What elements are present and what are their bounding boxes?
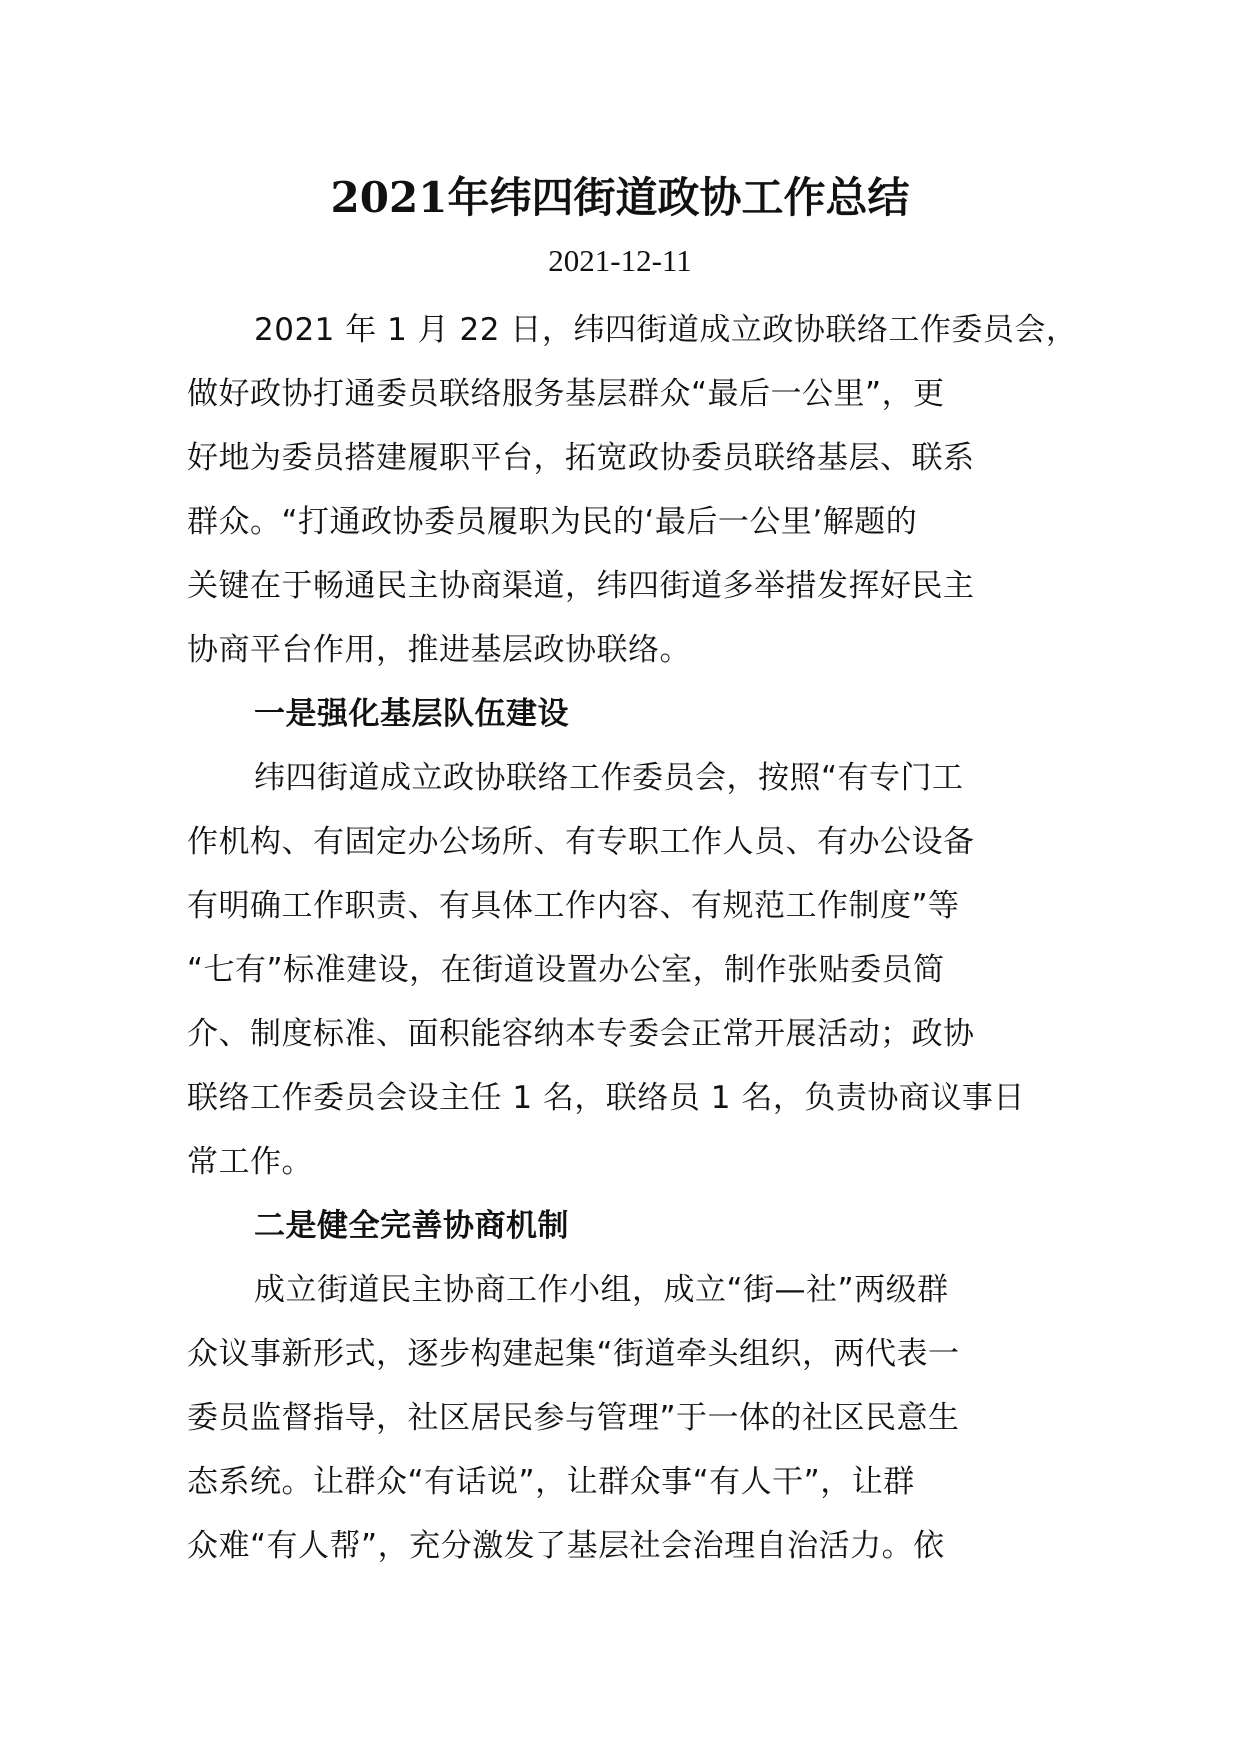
paragraph-line: “七有”标准建设，在街道设置办公室，制作张贴委员简 (187, 952, 945, 988)
paragraph-line: 联络工作委员会设主任 1 名，联络员 1 名，负责协商议事日 (187, 1080, 1025, 1116)
paragraph-line: 关键在于畅通民主协商渠道，纬四街道多举措发挥好民主 (187, 568, 975, 604)
paragraph-line: 态系统。让群众“有话说”，让群众事“有人干”，让群 (187, 1464, 915, 1500)
paragraph-line: 群众。“打通政协委员履职为民的‘最后一公里’解题的 (187, 504, 918, 540)
paragraph-line: 做好政协打通委员联络服务基层群众“最后一公里”，更 (187, 376, 945, 412)
document-body (187, 298, 1078, 1578)
paragraph-line: 介、制度标准、面积能容纳本专委会正常开展活动；政协 (187, 1016, 975, 1052)
section-heading: 一是强化基层队伍建设 (254, 696, 569, 732)
paragraph-line: 常工作。 (187, 1144, 313, 1180)
paragraph-line: 作机构、有固定办公场所、有专职工作人员、有办公设备 (187, 824, 975, 860)
paragraph-line: 好地为委员搭建履职平台，拓宽政协委员联络基层、联系 (187, 440, 975, 476)
section-heading: 二是健全完善协商机制 (254, 1208, 569, 1244)
paragraph-line: 成立街道民主协商工作小组，成立“街—社”两级群 (254, 1272, 949, 1308)
paragraph-line: 众议事新形式，逐步构建起集“街道牵头组织，两代表一 (187, 1336, 960, 1372)
paragraph-line: 委员监督指导，社区居民参与管理”于一体的社区民意生 (187, 1400, 960, 1436)
document-date: 2021-12-11 (548, 243, 692, 278)
paragraph-line: 协商平台作用，推进基层政协联络。 (187, 632, 691, 668)
paragraph-line: 2021 年 1 月 22 日，纬四街道成立政协联络工作委员会， (254, 312, 1078, 348)
paragraph-line: 纬四街道成立政协联络工作委员会，按照“有专门工 (254, 760, 964, 796)
paragraph-line: 众难“有人帮”，充分激发了基层社会治理自治活力。依 (187, 1528, 945, 1564)
paragraph-line: 有明确工作职责、有具体工作内容、有规范工作制度”等 (187, 888, 960, 924)
document-title: 2021年纬四街道政协工作总结 (330, 173, 910, 222)
